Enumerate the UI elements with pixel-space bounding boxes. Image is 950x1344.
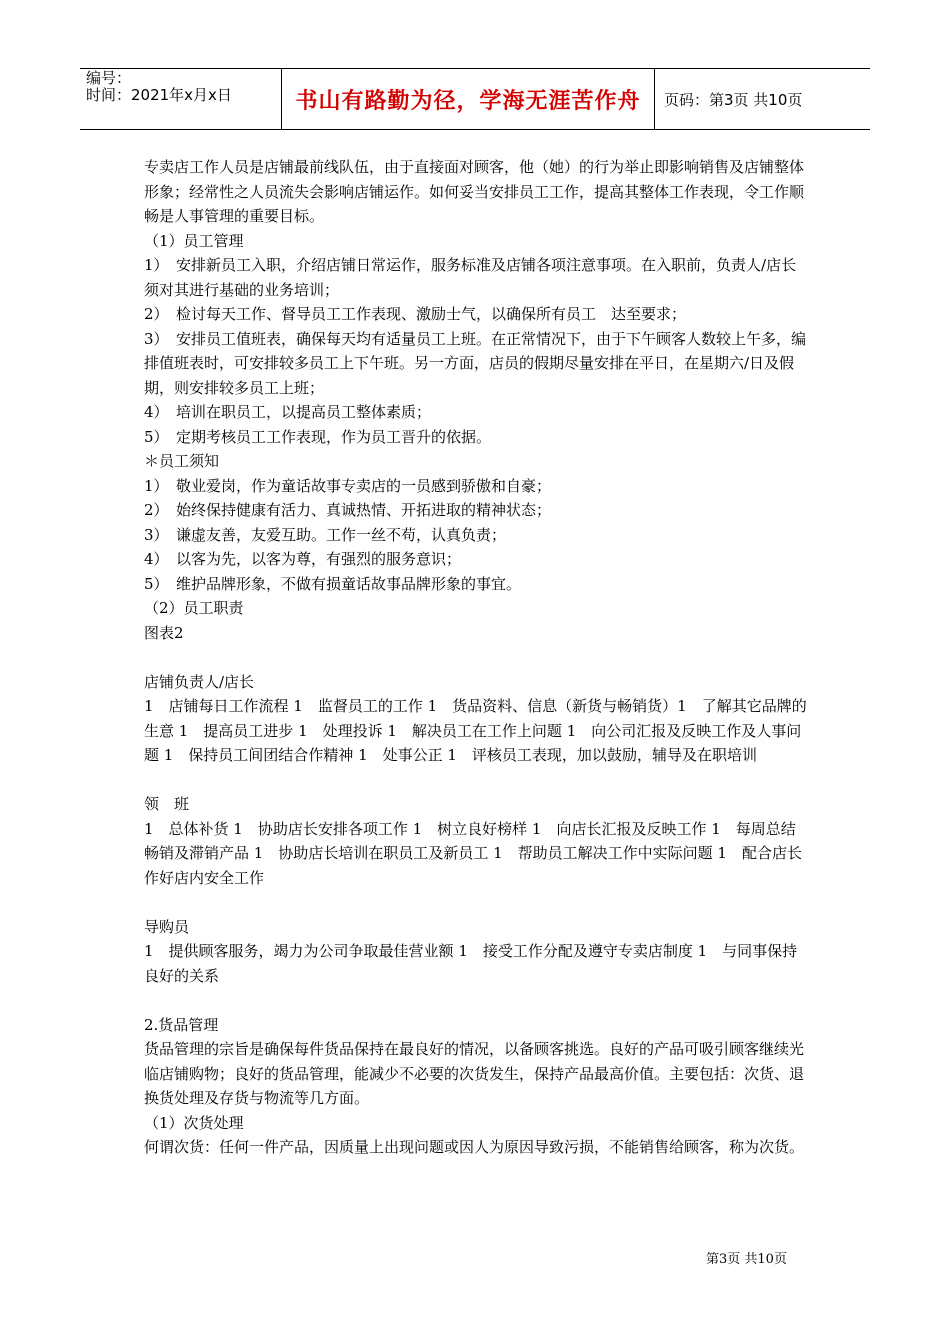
list-item: 2） 检讨每天工作、督导员工工作表现、激励士气，以确保所有员工 达至要求；	[144, 305, 687, 323]
list-item: 2） 始终保持健康有活力、真诚热情、开拓进取的精神状态；	[144, 501, 552, 519]
document-body	[144, 155, 810, 1160]
document-time-label: 时间：2021年x月x日	[86, 86, 232, 104]
list-item: 3） 谦虚友善，友爱互助。工作一丝不苟，认真负责；	[144, 525, 507, 544]
blank-line	[144, 890, 810, 915]
header-page-number: 页码：第3页 共10页	[664, 90, 803, 109]
section-heading: （1）员工管理	[144, 231, 244, 250]
header-info	[86, 70, 281, 104]
section-heading: （1）次货处理	[144, 1113, 244, 1132]
list-item: 1） 敬业爱岗，作为童话故事专卖店的一员感到骄傲和自豪；	[144, 476, 552, 495]
body-paragraph: 何谓次货：任何一件产品，因质量上出现问题或因人为原因导致污损，不能销售给顾客，称为次货。	[144, 1138, 805, 1156]
list-item: 5） 定期考核员工工作表现，作为员工晋升的依据。	[144, 427, 492, 446]
list-item: 3） 安排员工值班表，确保每天均有适量员工上班。在正常情况下，由于下午顾客人数较上午多，编排值班表时，可安排较多员工上下午班。另一方面，店员的假期尽量安排在平日，在星期六/日及假期，则安排较多员工上班；	[144, 329, 807, 397]
document-number-label: 编号：	[86, 69, 132, 87]
list-item: 1） 安排新员工入职，介绍店铺日常运作，服务标准及店铺各项注意事项。在入职前，负责人/店长须对其进行基础的业务培训；	[144, 256, 797, 299]
list-item: 5） 维护品牌形象，不做有损童话故事品牌形象的事宜。	[144, 574, 522, 593]
page-header	[80, 68, 870, 130]
role-duties: 1 店铺每日工作流程 1 监督员工的工作 1 货品资料、信息（新货与畅销货）1 了解其它品牌的生意 1 提高员工进步 1 处理投诉 1 解决员工在工作上问题 1 向公司汇报及反映工作及人事问题 1 保持员工间团结合作精神 1 处事公正 1 评核员工表现，加以鼓励，辅导及在职培训	[144, 697, 807, 764]
role-heading: 导购员	[144, 917, 190, 936]
list-item: 4） 以客为先，以客为尊，有强烈的服务意识；	[144, 550, 462, 568]
header-divider	[654, 69, 655, 129]
section-heading: ＊员工须知	[144, 452, 220, 470]
list-item: 4） 培训在职员工，以提高员工整体素质；	[144, 403, 432, 421]
body-paragraph: 货品管理的宗旨是确保每件货品保持在最良好的情况，以备顾客挑选。良好的产品可吸引顾客继续光临店铺购物；良好的货品管理，能减少不必要的次货发生，保持产品最高价值。主要包括：次货、退换货处理及存货与物流等几方面。	[144, 1040, 805, 1107]
header-motto: 书山有路勤为径，学海无涯苦作舟	[295, 88, 641, 114]
blank-line	[144, 768, 810, 793]
figure-label: 图表2	[144, 623, 184, 642]
role-duties: 1 总体补货 1 协助店长安排各项工作 1 树立良好榜样 1 向店长汇报及反映工作 1 每周总结畅销及滞销产品 1 协助店长培训在职员工及新员工 1 帮助员工解决工作中实际问题 1 配合店长作好店内安全工作	[144, 819, 802, 887]
section-heading: （2）员工职责	[144, 599, 244, 617]
blank-line	[144, 988, 810, 1013]
section-heading: 2.货品管理	[144, 1015, 219, 1034]
role-heading: 店铺负责人/店长	[144, 672, 255, 691]
blank-line	[144, 645, 810, 670]
role-duties: 1 提供顾客服务，竭力为公司争取最佳营业额 1 接受工作分配及遵守专卖店制度 1 与同事保持良好的关系	[144, 942, 798, 985]
role-heading: 领 班	[144, 795, 190, 813]
intro-paragraph: 专卖店工作人员是店铺最前线队伍，由于直接面对顾客，他（她）的行为举止即影响销售及店铺整体形象；经常性之人员流失会影响店铺运作。如何妥当安排员工工作，提高其整体工作表现，令工作顺畅是人事管理的重要目标。	[144, 158, 805, 225]
page-footer: 第3页 共10页	[706, 1252, 787, 1267]
